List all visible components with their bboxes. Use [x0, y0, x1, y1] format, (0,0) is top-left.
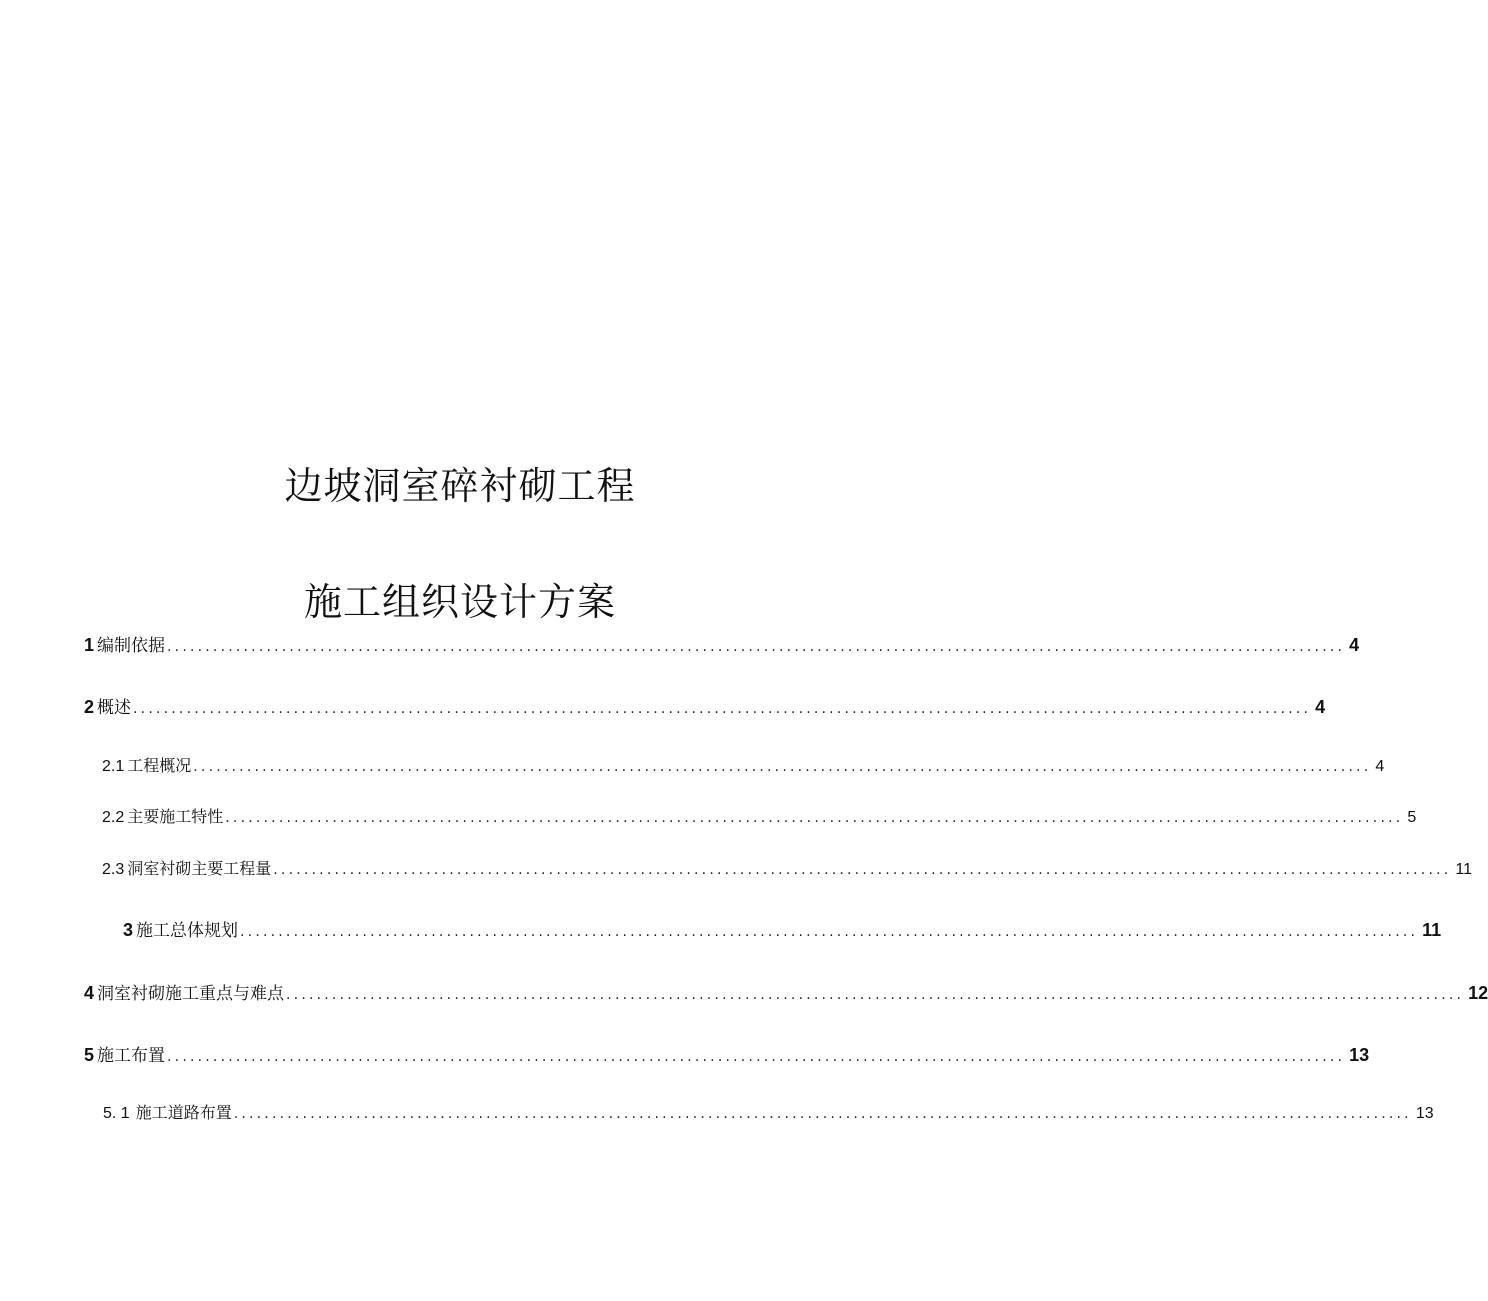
toc-entry-label: 施工总体规划	[136, 921, 239, 941]
toc-entry-number: 2.1	[102, 758, 125, 775]
toc-entry[interactable]	[84, 979, 1488, 1004]
document-subtitle: 施工组织设计方案	[303, 580, 616, 624]
toc-entry-page: 12	[1468, 983, 1488, 1003]
toc-entry-number: 2.3	[102, 861, 125, 878]
toc-leader-dots: ..........................................................................................................................................................	[240, 924, 1419, 940]
toc-leader-dots: ..........................................................................................................................................................	[225, 810, 1404, 826]
toc-entry-label: 主要施工特性	[127, 807, 224, 826]
toc-entry-label: 施工布置	[97, 1046, 166, 1066]
toc-entry[interactable]	[102, 856, 1473, 879]
toc-entry-page: 11	[1422, 920, 1442, 940]
toc-entry-number: 4	[84, 983, 95, 1003]
toc-entry-number: 5	[84, 1045, 95, 1065]
toc-entry-label: 施工道路布置	[135, 1103, 232, 1122]
toc-entry-number: 1	[84, 635, 95, 655]
toc-entry-page: 5	[1407, 809, 1417, 826]
toc-leader-dots: ..........................................................................................................................................................	[273, 862, 1452, 878]
toc-entry-label: 概述	[97, 698, 132, 718]
toc-entry-page: 13	[1415, 1105, 1434, 1122]
document-title: 边坡洞室碎衬砌工程	[284, 464, 636, 508]
toc-entry[interactable]	[102, 753, 1385, 776]
toc-entry-page: 13	[1349, 1045, 1370, 1065]
toc-leader-dots: ..........................................................................................................................................................	[167, 639, 1346, 655]
toc-leader-dots: ..........................................................................................................................................................	[167, 1049, 1346, 1065]
toc-leader-dots: ..........................................................................................................................................................	[193, 759, 1372, 775]
toc-leader-dots: ..........................................................................................................................................................	[233, 1106, 1412, 1122]
toc-entry[interactable]	[84, 631, 1360, 656]
toc-entry-label: 洞室衬砌主要工程量	[127, 859, 272, 878]
toc-entry-label: 编制依据	[97, 636, 166, 656]
toc-entry-number: 3	[123, 920, 134, 940]
toc-entry[interactable]	[103, 1100, 1434, 1123]
toc-entry-number: 2	[84, 697, 95, 717]
toc-entry-label: 洞室衬砌施工重点与难点	[97, 984, 285, 1004]
toc-entry-page: 11	[1455, 861, 1473, 878]
toc-entry-page: 4	[1315, 697, 1326, 717]
toc-entry-page: 4	[1375, 758, 1385, 775]
toc-entry[interactable]	[84, 693, 1326, 718]
toc-entry[interactable]	[102, 804, 1417, 827]
toc-entry-page: 4	[1349, 635, 1360, 655]
toc-entry-number: 5. 1	[103, 1105, 130, 1122]
toc-leader-dots: ..........................................................................................................................................................	[133, 701, 1312, 717]
toc-entry-label: 工程概况	[127, 756, 192, 775]
toc-entry[interactable]	[123, 916, 1442, 941]
toc-entry[interactable]	[84, 1041, 1370, 1066]
toc-leader-dots: ..........................................................................................................................................................	[286, 987, 1465, 1003]
toc-entry-number: 2.2	[102, 809, 125, 826]
